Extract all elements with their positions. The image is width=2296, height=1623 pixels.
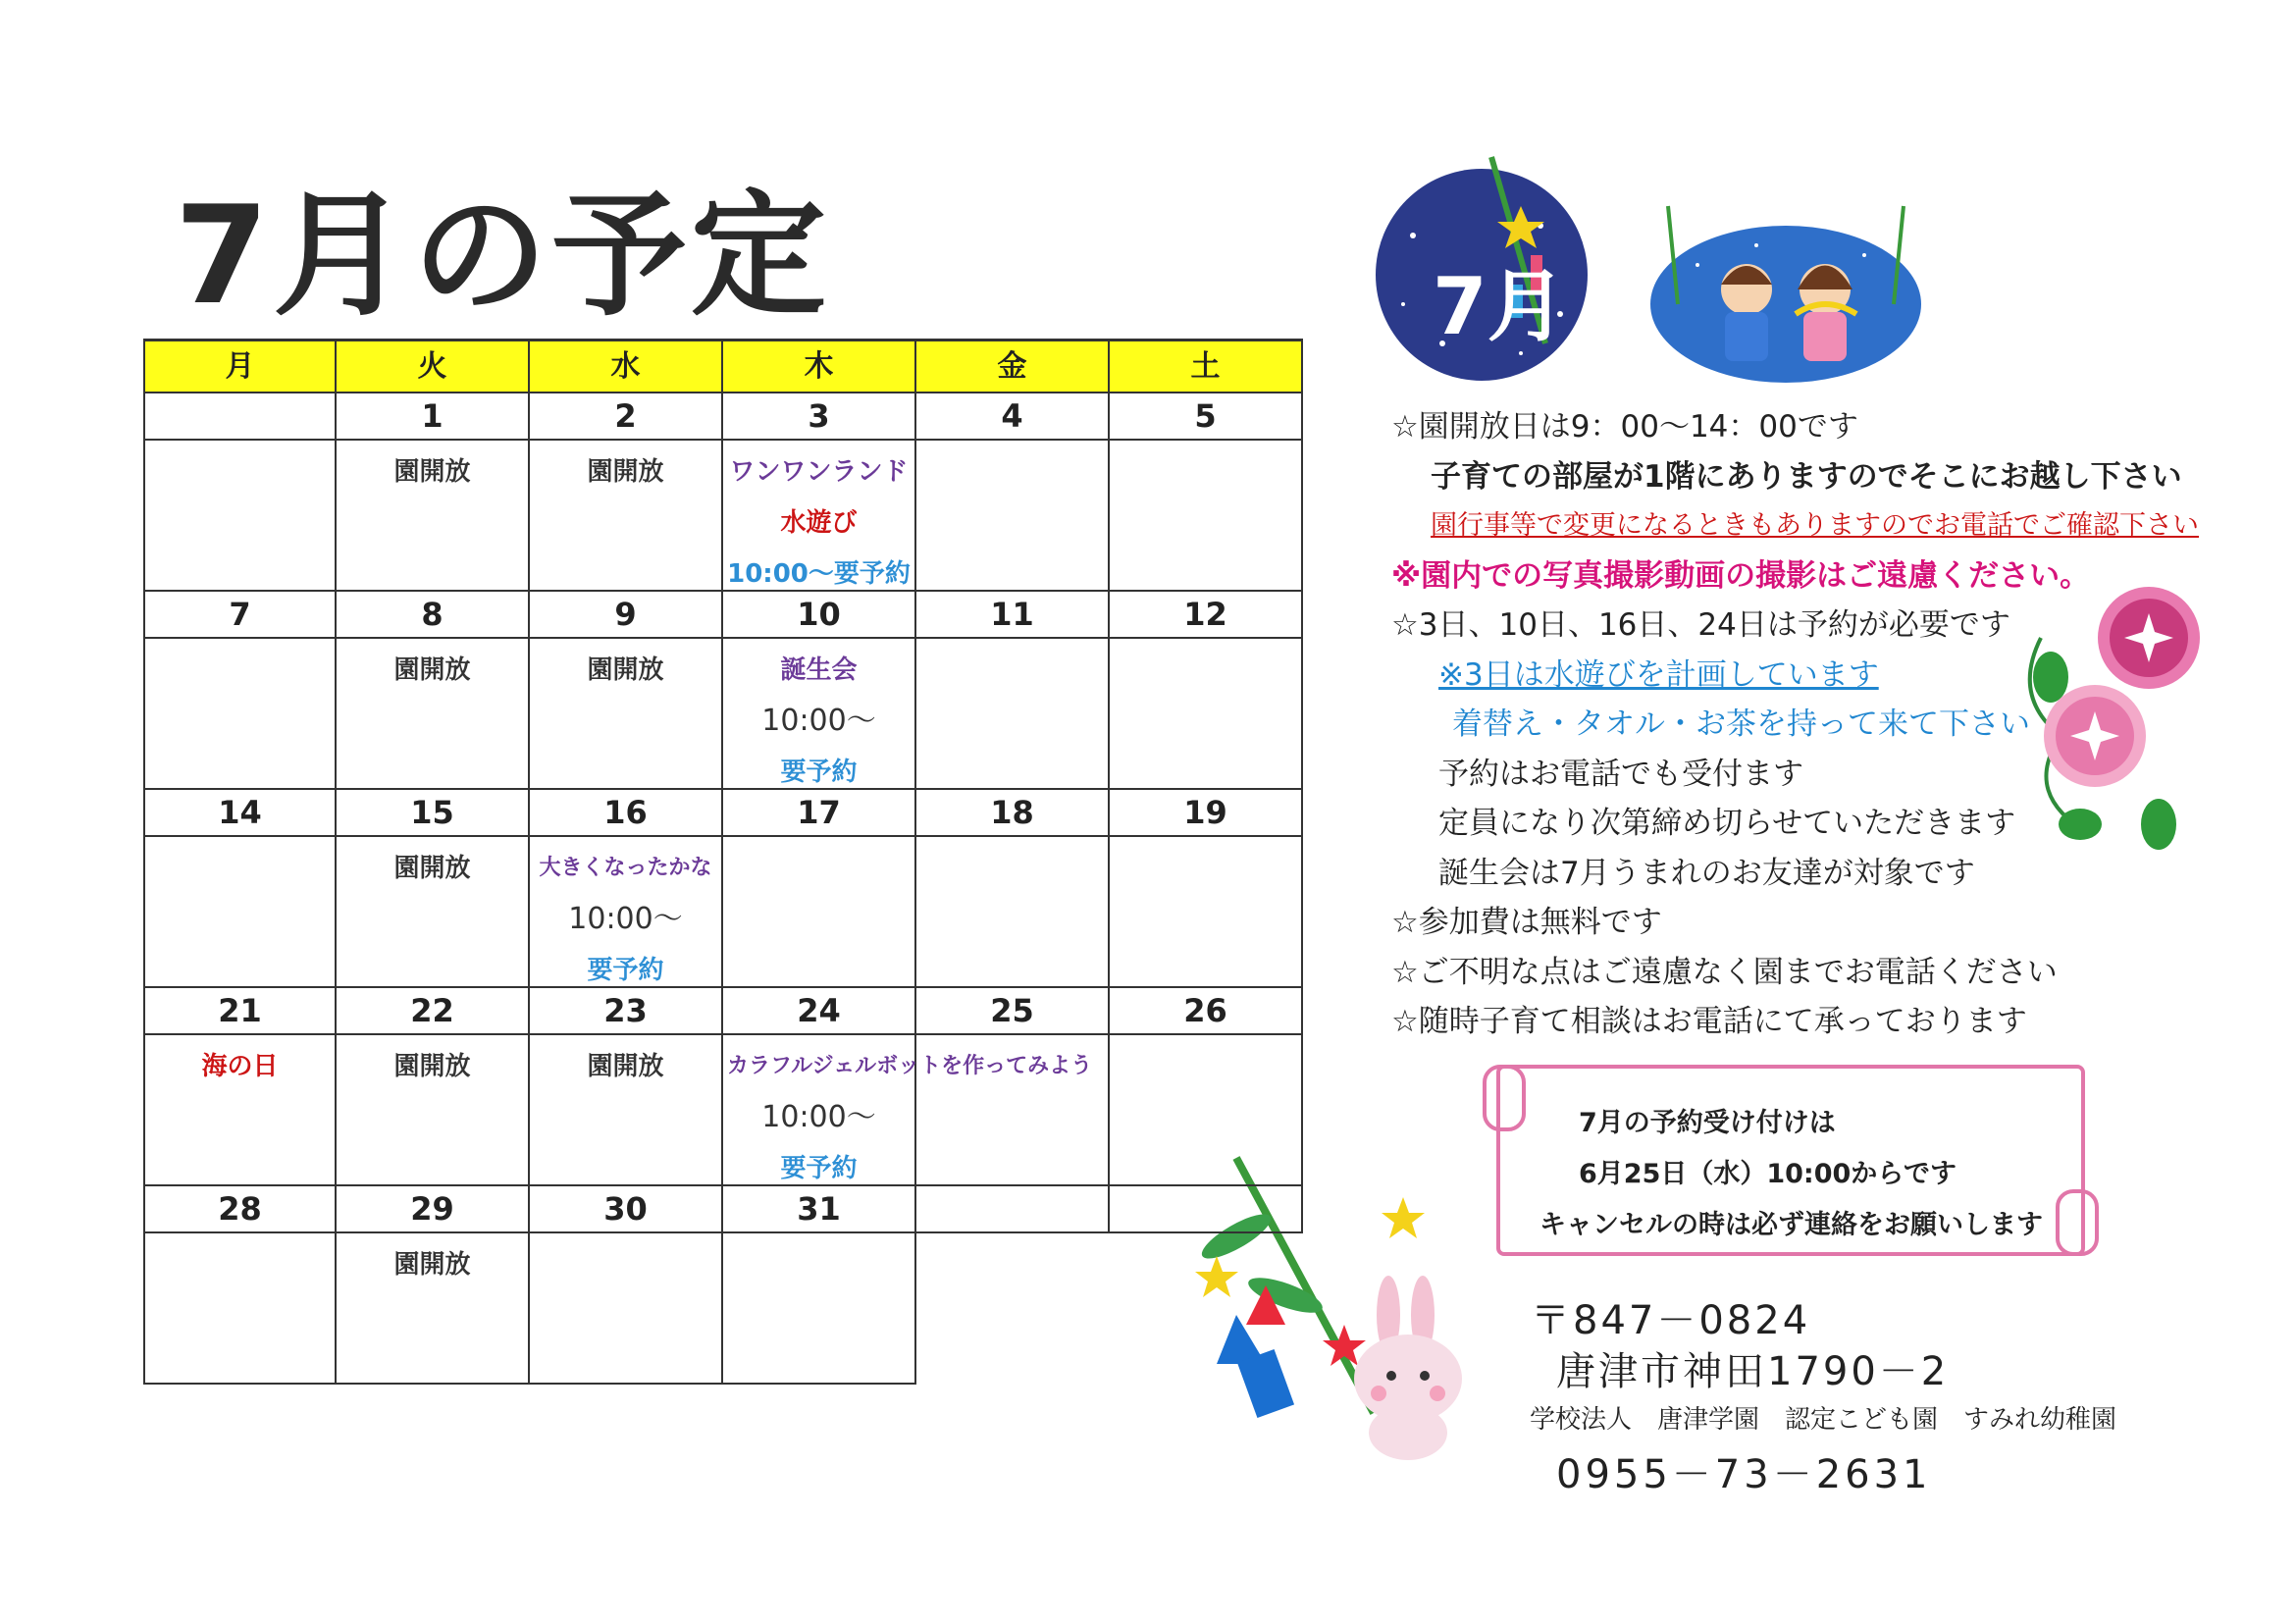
date-cell: 9 bbox=[530, 592, 723, 639]
info-line: 着替え・タオル・お茶を持って来て下さい bbox=[1452, 707, 2030, 742]
event-label: 誕生会 bbox=[780, 655, 858, 685]
date-cell: 21 bbox=[143, 988, 337, 1035]
phone-number: 0955－73－2631 bbox=[1556, 1452, 1932, 1497]
event-cell bbox=[143, 1233, 337, 1385]
event-cell bbox=[916, 837, 1110, 988]
info-line: 子育ての部屋が1階にありますのでそこにお越し下さい bbox=[1431, 458, 2182, 495]
date-cell: 30 bbox=[530, 1186, 723, 1233]
date-cell: 4 bbox=[916, 393, 1110, 441]
event-label: 10:00～ bbox=[761, 704, 876, 738]
event-cell bbox=[530, 1035, 723, 1186]
event-label: 要予約 bbox=[780, 758, 858, 787]
event-label: 園開放 bbox=[393, 1250, 471, 1280]
event-label: ワンワンランド bbox=[729, 457, 909, 487]
event-label: 園開放 bbox=[393, 854, 471, 883]
date-cell: 23 bbox=[530, 988, 723, 1035]
event-cell bbox=[916, 639, 1110, 790]
event-label: 10:00～ bbox=[761, 1100, 876, 1134]
calendar-header-row bbox=[143, 339, 1303, 393]
event-cell bbox=[337, 1233, 530, 1385]
info-line: ☆随時子育て相談はお電話にて承っております bbox=[1391, 1004, 2027, 1039]
date-cell: 15 bbox=[337, 790, 530, 837]
weekday-header: 水 bbox=[530, 339, 723, 393]
date-cell: 10 bbox=[723, 592, 916, 639]
date-cell: 14 bbox=[143, 790, 337, 837]
weekday-header: 金 bbox=[916, 339, 1110, 393]
date-cell: 22 bbox=[337, 988, 530, 1035]
event-cell bbox=[530, 1233, 723, 1385]
event-cell bbox=[530, 639, 723, 790]
date-cell-empty bbox=[916, 1186, 1110, 1233]
event-label: 10:00～要予約 bbox=[727, 559, 911, 589]
date-cell: 26 bbox=[1110, 988, 1303, 1035]
event-label: 園開放 bbox=[587, 655, 664, 685]
week-date-row bbox=[143, 988, 1303, 1035]
event-cell bbox=[916, 441, 1110, 592]
event-label: 園開放 bbox=[393, 655, 471, 685]
info-panel bbox=[1391, 402, 2255, 1047]
reservation-line: 6月25日（水）10:00からです bbox=[1579, 1159, 1957, 1189]
info-line: ※3日は水遊びを計画しています bbox=[1438, 656, 1879, 693]
info-line: 定員になり次第締め切らせていただきます bbox=[1438, 806, 2016, 841]
info-line: ☆参加費は無料です bbox=[1391, 905, 1662, 940]
event-label: 園開放 bbox=[393, 457, 471, 487]
event-cell bbox=[143, 639, 337, 790]
date-cell: 1 bbox=[337, 393, 530, 441]
scroll-curl-left bbox=[1483, 1065, 1526, 1131]
weekday-header: 土 bbox=[1110, 339, 1303, 393]
page-title: 7月の予定 bbox=[175, 177, 831, 335]
event-label: 要予約 bbox=[780, 1154, 858, 1183]
event-cell bbox=[337, 1035, 530, 1186]
event-label: 園開放 bbox=[587, 457, 664, 487]
date-cell: 8 bbox=[337, 592, 530, 639]
street-address: 唐津市神田1790－2 bbox=[1556, 1349, 1950, 1394]
date-cell: 5 bbox=[1110, 393, 1303, 441]
event-label: カラフルジェルボットを作ってみよう bbox=[727, 1054, 1093, 1078]
weekday-header: 木 bbox=[723, 339, 916, 393]
event-cell bbox=[723, 837, 916, 988]
week-date-row bbox=[143, 592, 1303, 639]
date-cell: 31 bbox=[723, 1186, 916, 1233]
week-date-row bbox=[143, 1186, 1303, 1233]
date-cell-empty bbox=[1110, 1186, 1303, 1233]
week-date-row bbox=[143, 790, 1303, 837]
date-cell: 3 bbox=[723, 393, 916, 441]
event-cell bbox=[723, 1233, 916, 1385]
calendar bbox=[143, 339, 1303, 1385]
date-cell: 28 bbox=[143, 1186, 337, 1233]
week-event-row bbox=[143, 1035, 1303, 1186]
event-cell bbox=[723, 441, 916, 592]
week-event-row bbox=[143, 441, 1303, 592]
month-badge-illustration bbox=[1374, 137, 1599, 393]
info-line: 園行事等で変更になるときもありますのでお電話でご確認下さい bbox=[1431, 510, 2199, 541]
event-cell bbox=[337, 441, 530, 592]
date-cell: 16 bbox=[530, 790, 723, 837]
event-cell bbox=[530, 837, 723, 988]
reservation-line: 7月の予約受け付けは bbox=[1579, 1108, 1836, 1138]
event-cell bbox=[1110, 441, 1303, 592]
reservation-line: キャンセルの時は必ず連絡をお願いします bbox=[1539, 1210, 2043, 1240]
event-cell bbox=[143, 1035, 337, 1186]
event-label: 要予約 bbox=[587, 956, 664, 985]
event-label: 海の日 bbox=[201, 1052, 279, 1081]
event-cell bbox=[143, 837, 337, 988]
info-line: ☆園開放日は9：00～14：00です bbox=[1391, 409, 1858, 445]
event-cell bbox=[1110, 1035, 1303, 1186]
postal-code: 〒847－0824 bbox=[1531, 1298, 1811, 1343]
event-cell bbox=[1110, 837, 1303, 988]
info-line: ※園内での写真撮影動画の撮影はご遠慮ください。 bbox=[1391, 557, 2091, 594]
event-label: 水遊び bbox=[780, 508, 858, 538]
address-block bbox=[1531, 1295, 2116, 1507]
date-cell: 25 bbox=[916, 988, 1110, 1035]
event-label: 大きくなったかな bbox=[539, 856, 712, 880]
reservation-notice bbox=[1496, 1065, 2085, 1256]
date-cell: 12 bbox=[1110, 592, 1303, 639]
event-cell bbox=[1110, 639, 1303, 790]
event-cell bbox=[337, 837, 530, 988]
date-cell: 18 bbox=[916, 790, 1110, 837]
tanabata-couple-illustration bbox=[1639, 186, 1933, 383]
event-cell bbox=[916, 1035, 1110, 1186]
organization-name: 学校法人 唐津学園 認定こども園 すみれ幼稚園 bbox=[1530, 1405, 2117, 1435]
info-line: ☆3日、10日、16日、24日は予約が必要です bbox=[1391, 607, 2010, 643]
week-event-row bbox=[143, 1233, 1303, 1385]
info-line: 誕生会は7月うまれのお友達が対象です bbox=[1438, 855, 1975, 891]
event-cell bbox=[723, 1035, 1093, 1186]
scroll-curl-right bbox=[2056, 1189, 2099, 1256]
week-event-row bbox=[143, 639, 1303, 790]
date-cell: 11 bbox=[916, 592, 1110, 639]
date-cell: 17 bbox=[723, 790, 916, 837]
info-line: ☆ご不明な点はご遠慮なく園までお電話ください bbox=[1391, 954, 2058, 990]
date-cell: 29 bbox=[337, 1186, 530, 1233]
event-label: 園開放 bbox=[587, 1052, 664, 1081]
info-line: 予約はお電話でも受付ます bbox=[1438, 756, 1803, 792]
event-cell bbox=[723, 639, 916, 790]
week-date-row bbox=[143, 393, 1303, 441]
date-cell: 19 bbox=[1110, 790, 1303, 837]
weekday-header: 月 bbox=[143, 339, 337, 393]
weekday-header: 火 bbox=[337, 339, 530, 393]
event-cell bbox=[530, 441, 723, 592]
event-label: 園開放 bbox=[393, 1052, 471, 1081]
date-cell bbox=[143, 393, 337, 441]
week-event-row bbox=[143, 837, 1303, 988]
event-label: 10:00～ bbox=[568, 902, 683, 936]
date-cell: 7 bbox=[143, 592, 337, 639]
date-cell: 2 bbox=[530, 393, 723, 441]
event-cell bbox=[143, 441, 337, 592]
badge-month: 7月 bbox=[1433, 261, 1566, 352]
event-cell bbox=[337, 639, 530, 790]
date-cell: 24 bbox=[723, 988, 916, 1035]
